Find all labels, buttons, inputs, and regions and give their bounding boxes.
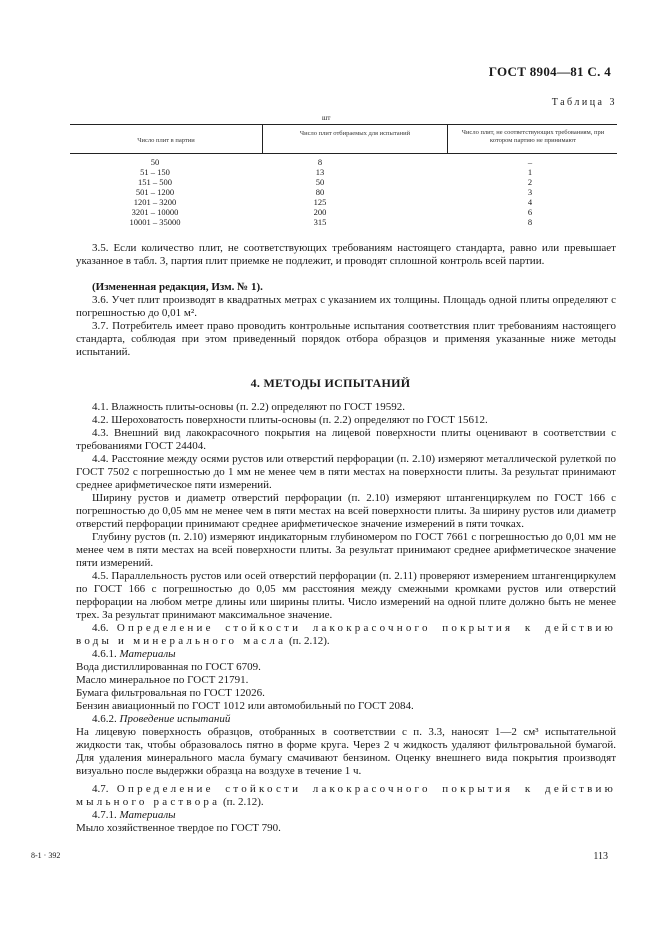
table-cell: 8	[317, 157, 323, 167]
paragraph-4-4-width: Ширину рустов и диаметр отверстий перфорации (п. 2.10) измеряют штангенциркулем по ГОСТ 166 с погрешностью до 0,05 мм не менее чем в пяти местах на всей поверхности плиты. За ширину рустов или диаметр отверстий перфорации принимают среднее арифметическое значение измерений в пяти точках.	[76, 492, 616, 530]
paragraph-3-6: 3.6. Учет плит производят в квадратных метрах с указанием их толщины. Площадь одной плиты определяют с погрешностью до 0,01 м².	[76, 294, 616, 319]
table-column-rejected	[500, 157, 560, 227]
table-top-rule	[70, 124, 617, 125]
paragraph-4-4-depth: Глубину рустов (п. 2.10) измеряют индикаторным глубиномером по ГОСТ 7661 с погрешностью до 0,01 мм не менее чем в пяти местах на всей поверхности плиты. За результат принимают среднее арифметическое значение пяти измерений.	[76, 531, 616, 569]
material-item: Мыло хозяйственное твердое по ГОСТ 790.	[76, 822, 281, 834]
table-header-cell: Число плит в партии	[137, 137, 195, 144]
table-header-rule	[70, 153, 617, 154]
amendment-note: (Измененная редакция, Изм. № 1).	[92, 281, 263, 293]
print-mark: 8-1 · 392	[31, 851, 61, 860]
paragraph-4-1: 4.1. Влажность плиты-основы (п. 2.2) определяют по ГОСТ 19592.	[92, 401, 406, 413]
material-item: Бензин авиационный по ГОСТ 1012 или автомобильный по ГОСТ 2084.	[76, 700, 414, 712]
table-cell: 151 – 500	[138, 177, 172, 187]
clause-reference: (п. 2.12).	[222, 795, 264, 808]
table-cell: 4	[527, 197, 533, 207]
material-item: Вода дистиллированная по ГОСТ 6709.	[76, 661, 261, 673]
clause-reference: (п. 2.12).	[288, 634, 330, 647]
clause-number: 4.6.2.	[92, 713, 117, 725]
table-cell: 315	[313, 217, 327, 227]
table-caption: Таблица 3	[551, 97, 617, 108]
table-cell: 51 – 150	[140, 167, 170, 177]
section-title: 4. МЕТОДЫ ИСПЫТАНИЙ	[250, 376, 411, 390]
paragraph-4-7-1	[76, 809, 616, 822]
table-cell: 200	[313, 207, 327, 217]
table-cell: 1	[527, 167, 533, 177]
clause-number: 4.6.1.	[92, 648, 117, 660]
table-divider	[447, 124, 448, 153]
table-cell: 80	[315, 187, 325, 197]
table-header-cell: Число плит отбираемых для испытаний	[299, 130, 411, 137]
paragraph-4-5: 4.5. Параллельность рустов или осей отверстий перфорации (п. 2.11) проверяют измерением штангенциркулем по ГОСТ 166 с погрешностью до 0,05 мм расстояния между смежными кромками рустов или отверстий перфорации на любом метре длины или ширины плиты. Число измерений на одной плите должно быть не менее трех. За результат принимают максимальное значение.	[76, 570, 616, 621]
clause-number: 4.7.1.	[92, 809, 117, 821]
table-cell: 6	[527, 207, 533, 217]
paragraph-4-6-2	[76, 713, 616, 726]
paragraph-4-6-1	[76, 648, 616, 661]
table-cell: 2	[527, 177, 533, 187]
paragraph-4-3: 4.3. Внешний вид лакокрасочного покрытия на лицевой поверхности плиты оценивают в соответствии с требованиями ГОСТ 24404.	[76, 427, 616, 452]
table-divider	[262, 124, 263, 153]
table-cell: 8	[527, 217, 533, 227]
procedure-text: На лицевую поверхность образцов, отобранных в соответствии с п. 3.3, наносят 1—2 см³ испытательной жидкости так, чтобы образовалось пятно в форме круга. Через 2 ч жидкость удаляют фильтровальной бумагой. Для удаления минерального масла бумагу смачивают бензином. Оценку внешнего вида покрытия производят визуально после выдержки образца на воздухе в течение 1 ч.	[76, 726, 616, 777]
table-cell: 10001 – 35000	[129, 217, 181, 227]
clause-number: 4.6.	[92, 622, 109, 634]
table-cell: 50	[150, 157, 160, 167]
paragraph-4-6	[76, 622, 616, 648]
clause-title: Материалы	[119, 809, 176, 821]
clause-title: Определение стойкости лакокрасочного покрытия к действию мыльного раствора	[76, 783, 616, 808]
paragraph-3-7: 3.7. Потребитель имеет право проводить контрольные испытания соответствия плит требованиям настоящего стандарта, соблюдая при этом приведенный порядок отбора образцов и применяя указанные ниже методы испытаний.	[76, 320, 616, 358]
table-column-lots	[100, 157, 210, 227]
table-header-cell: Число плит, не соответствующих требованиям, при котором партию не принимают	[461, 129, 605, 144]
paragraph-4-4: 4.4. Расстояние между осями рустов или отверстий перфорации (п. 2.10) измеряют металлической рулеткой по ГОСТ 7502 с погрешностью до 1 мм не менее чем в пяти местах на поверхности плиты. За результат принимают среднее арифметическое пяти измерений.	[76, 453, 616, 491]
table-cell: 13	[315, 167, 325, 177]
paragraph-4-7	[76, 783, 616, 809]
table-cell: 3	[527, 187, 533, 197]
document-header: ГОСТ 8904—81 С. 4	[488, 64, 611, 79]
paragraph-4-2: 4.2. Шероховатость поверхности плиты-основы (п. 2.2) определяют по ГОСТ 15612.	[92, 414, 488, 426]
clause-title: Определение стойкости лакокрасочного покрытия к действию воды и минерального масла	[76, 622, 616, 647]
table-cell: 50	[315, 177, 325, 187]
table-cell: 125	[313, 197, 327, 207]
clause-title: Материалы	[119, 648, 176, 660]
table-unit: шт	[322, 114, 331, 122]
material-item: Масло минеральное по ГОСТ 21791.	[76, 674, 249, 686]
table-column-sampled	[290, 157, 350, 227]
clause-title: Проведение испытаний	[119, 713, 231, 725]
table-cell: 3201 – 10000	[131, 207, 179, 217]
paragraph-3-5: 3.5. Если количество плит, не соответствующих требованиям настоящего стандарта, равно или превышает указанное в табл. 3, партия плит приемке не подлежит, и проводят сплошной контроль всей партии.	[76, 242, 616, 267]
page-number: 113	[593, 851, 608, 862]
material-item: Бумага фильтровальная по ГОСТ 12026.	[76, 687, 265, 699]
table-cell: –	[527, 157, 533, 167]
clause-number: 4.7.	[92, 783, 109, 795]
table-cell: 501 – 1200	[135, 187, 175, 197]
table-cell: 1201 – 3200	[133, 197, 177, 207]
